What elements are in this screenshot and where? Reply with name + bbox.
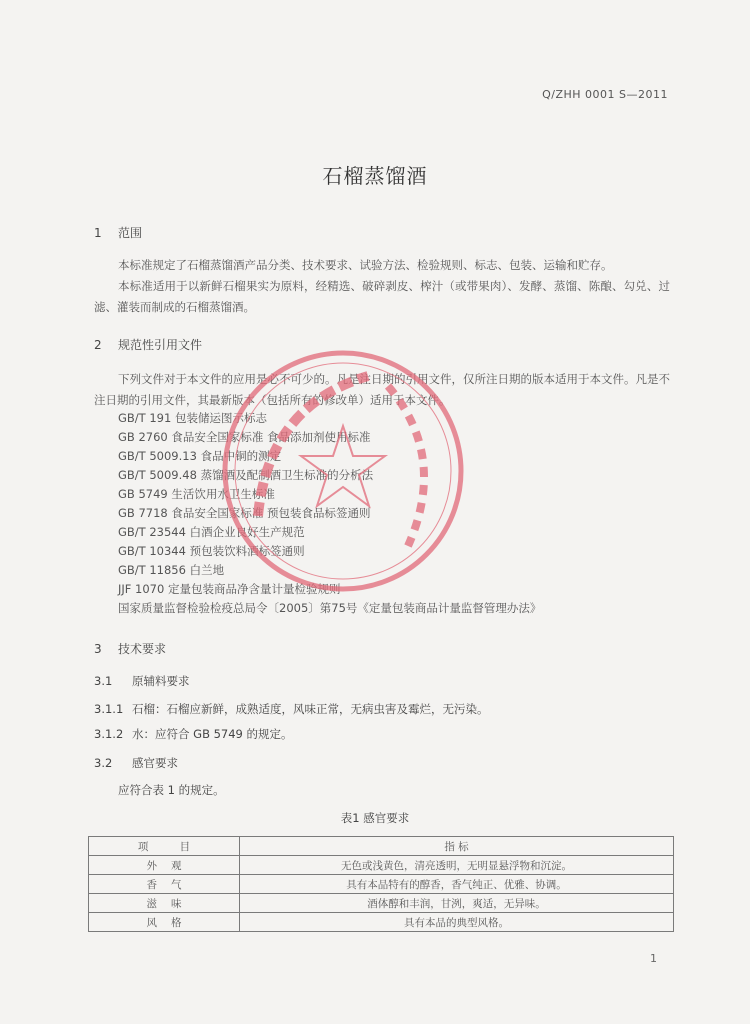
reference-item: GB/T 5009.13 食品中铜的测定 [118, 449, 282, 463]
table-header-cell: 指 标 [240, 837, 674, 856]
reference-item: GB/T 5009.48 蒸馏酒及配制酒卫生标准的分析法 [118, 468, 374, 482]
item-number: 3.1.2 [94, 727, 124, 741]
subsection-3-2-heading [94, 755, 178, 771]
table-header-cell: 项 目 [89, 837, 240, 856]
section-title: 范围 [118, 226, 143, 240]
section-1-paragraph-2: 本标准适用于以新鲜石榴果实为原料，经精选、破碎剥皮、榨汁（或带果肉）、发酵、蒸馏、陈酿、勾兑、过滤、灌装而制成的石榴蒸馏酒。 [94, 279, 670, 314]
item-3-1-1 [94, 701, 489, 717]
reference-item: GB 7718 食品安全国家标准 预包装食品标签通则 [118, 506, 371, 520]
table-header-row [89, 837, 674, 856]
section-1-heading [94, 224, 142, 241]
subsection-number: 3.2 [94, 756, 113, 770]
item-number: 3.1.1 [94, 702, 124, 716]
sensory-table [88, 836, 674, 932]
reference-item: GB/T 23544 白酒企业良好生产规范 [118, 525, 305, 539]
section-2-heading [94, 336, 202, 353]
section-number: 3 [94, 642, 102, 656]
subsection-title: 原辅料要求 [132, 674, 190, 688]
reference-list [118, 409, 541, 618]
table-row [89, 856, 674, 875]
subsection-number: 3.1 [94, 674, 113, 688]
reference-item: JJF 1070 定量包装商品净含量计量检验规则 [118, 582, 341, 596]
reference-item: GB/T 11856 白兰地 [118, 563, 225, 577]
reference-item: GB 5749 生活饮用水卫生标准 [118, 487, 275, 501]
reference-item: GB 2760 食品安全国家标准 食品添加剂使用标准 [118, 430, 371, 444]
reference-item: GB/T 191 包装储运图示标志 [118, 411, 267, 425]
table-cell: 滋味 [89, 894, 240, 913]
section-number: 2 [94, 338, 102, 352]
subsection-3-1-heading [94, 673, 190, 689]
table-cell: 香气 [89, 875, 240, 894]
table-cell: 风格 [89, 913, 240, 932]
table-row [89, 913, 674, 932]
reference-item: GB/T 10344 预包装饮料酒标签通则 [118, 544, 305, 558]
item-text: 石榴：石榴应新鲜，成熟适度，风味正常，无病虫害及霉烂，无污染。 [132, 702, 489, 716]
item-text: 水：应符合 GB 5749 的规定。 [132, 727, 293, 741]
table-cell: 酒体醇和丰润，甘洌，爽适，无异味。 [240, 894, 674, 913]
reference-item: 国家质量监督检验检疫总局令〔2005〕第75号《定量包装商品计量监督管理办法》 [118, 601, 542, 615]
table-row [89, 894, 674, 913]
section-title: 技术要求 [118, 642, 167, 656]
table-cell: 具有本品特有的醇香，香气纯正、优雅、协调。 [240, 875, 674, 894]
section-2-intro: 下列文件对于本文件的应用是必不可少的。凡是注日期的引用文件，仅所注日期的版本适用于本文件。凡是不注日期的引用文件，其最新版本（包括所有的修改单）适用于本文件。 [94, 372, 670, 407]
section-1-paragraph-1: 本标准规定了石榴蒸馏酒产品分类、技术要求、试验方法、检验规则、标志、包装、运输和贮存。 [118, 258, 613, 272]
subsection-3-2-text: 应符合表 1 的规定。 [118, 783, 225, 797]
section-title: 规范性引用文件 [118, 338, 203, 352]
item-3-1-2 [94, 726, 293, 742]
document-title: 石榴蒸馏酒 [322, 164, 428, 188]
section-3-heading [94, 640, 166, 657]
table-cell: 无色或浅黄色，清亮透明，无明显悬浮物和沉淀。 [240, 856, 674, 875]
section-number: 1 [94, 226, 102, 240]
page-number: 1 [650, 952, 657, 965]
standard-code: Q/ZHH 0001 S—2011 [542, 88, 668, 101]
subsection-title: 感官要求 [132, 756, 178, 770]
table-caption: 表1 感官要求 [340, 811, 410, 825]
table-cell: 外观 [89, 856, 240, 875]
table-row [89, 875, 674, 894]
table-cell: 具有本品的典型风格。 [240, 913, 674, 932]
